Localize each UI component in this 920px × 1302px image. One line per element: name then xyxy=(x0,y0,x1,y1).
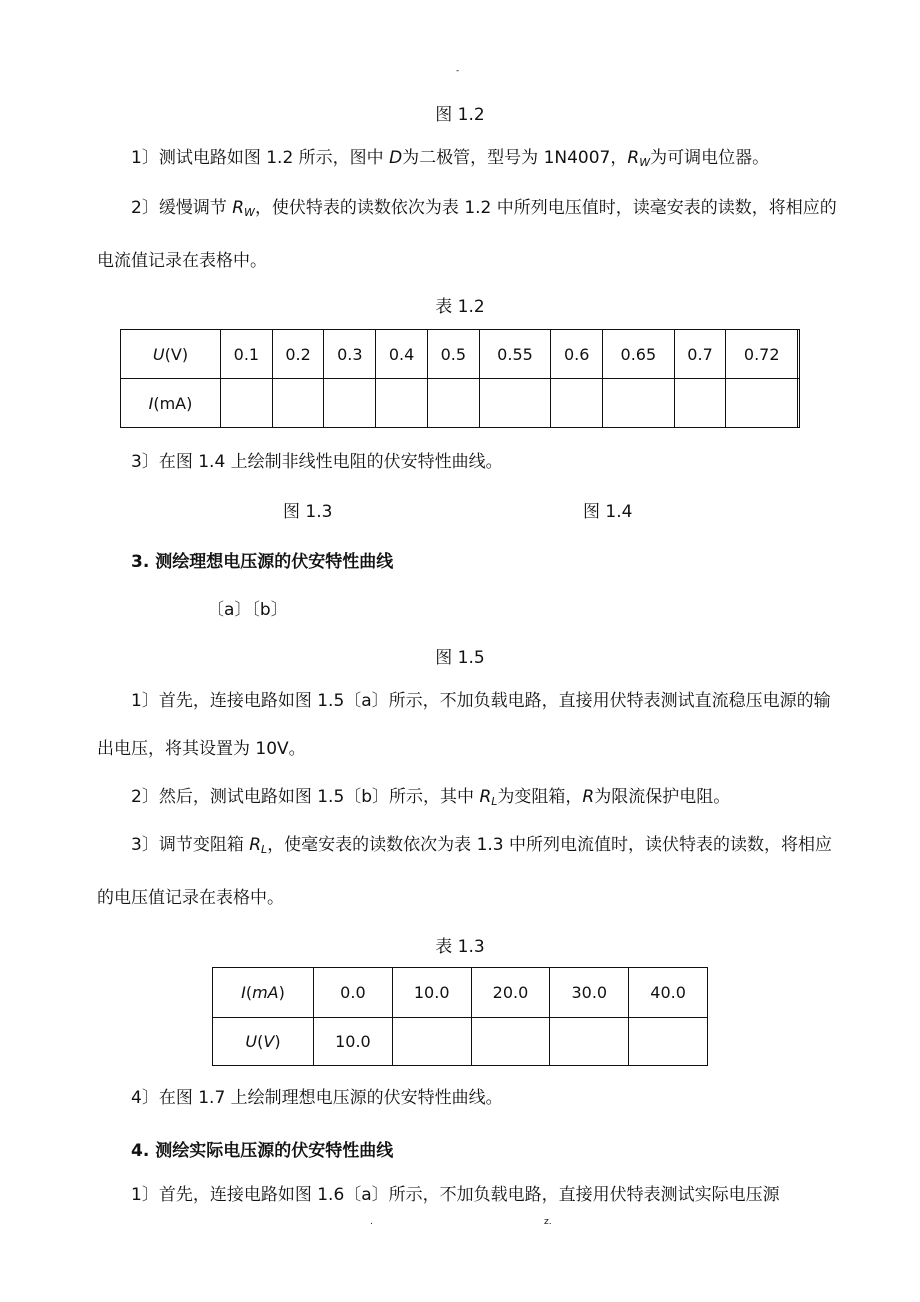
table-cell xyxy=(427,379,479,428)
section-3-title: 3. 测绘理想电压源的伏安特性曲线 xyxy=(131,552,394,572)
paragraph-s3-step-4: 4〕在图 1.7 上绘制理想电压源的伏安特性曲线。 xyxy=(131,1088,503,1108)
table-cell: 40.0 xyxy=(629,968,708,1018)
table-cell-label: I(mA) xyxy=(213,968,314,1018)
table-caption-1-2: 表 1.2 xyxy=(435,297,485,317)
table-cell: 30.0 xyxy=(550,968,629,1018)
footer-left-mark: . xyxy=(370,1217,373,1227)
figure-caption-1-5: 图 1.5 xyxy=(435,648,485,668)
paragraph-s3-step-1: 1〕首先，连接电路如图 1.5〔a〕所示，不加负载电路，直接用伏特表测试直流稳压电源的输出电压，将其设置为 10V。 xyxy=(97,691,831,759)
table-cell: 0.3 xyxy=(324,330,376,379)
table-cell xyxy=(479,379,551,428)
table-cell xyxy=(551,379,603,428)
table-cell: 0.1 xyxy=(221,330,273,379)
table-cell xyxy=(603,379,675,428)
paragraph-step-1-2-2: 2〕缓慢调节 $R_W$，使伏特表的读数依次为表 1.2 中所列电压值时，读毫安表的读数，将相应的电流值记录在表格中。 xyxy=(97,198,837,271)
table-cell xyxy=(798,330,800,379)
table-cell: 0.0 xyxy=(314,968,393,1018)
table-cell: 0.72 xyxy=(726,330,798,379)
table-cell: 0.5 xyxy=(427,330,479,379)
figure-caption-1-2: 图 1.2 xyxy=(435,105,485,125)
table-caption-1-3: 表 1.3 xyxy=(435,937,485,957)
table-cell xyxy=(798,379,800,428)
table-cell xyxy=(392,1018,471,1066)
paragraph-step-1-2-3: 3〕在图 1.4 上绘制非线性电阻的伏安特性曲线。 xyxy=(131,452,503,472)
table-1-2 xyxy=(120,329,800,428)
paragraph-s3-step-2: 2〕然后，测试电路如图 1.5〔b〕所示，其中 $R_L$为变阻箱，R为限流保护电阻。 xyxy=(131,787,731,808)
paragraph-s4-step-1: 1〕首先，连接电路如图 1.6〔a〕所示，不加负载电路，直接用伏特表测试实际电压源 xyxy=(131,1185,780,1205)
table-cell: 0.65 xyxy=(603,330,675,379)
paragraph-step-1-2-1: 1〕测试电路如图 1.2 所示，图中 D为二极管，型号为 1N4007，$R_W$为可调电位器。 xyxy=(131,148,770,169)
table-cell-label: I(mA) xyxy=(121,379,221,428)
table-cell-label: U(V) xyxy=(121,330,221,379)
table-cell xyxy=(726,379,798,428)
table-cell xyxy=(221,379,273,428)
table-cell xyxy=(674,379,726,428)
header-mark: - xyxy=(456,66,460,76)
table-cell xyxy=(272,379,324,428)
figure-caption-1-4: 图 1.4 xyxy=(583,502,633,522)
table-cell: 20.0 xyxy=(471,968,550,1018)
table-cell: 0.2 xyxy=(272,330,324,379)
table-cell: 10.0 xyxy=(392,968,471,1018)
table-cell xyxy=(324,379,376,428)
table-cell xyxy=(629,1018,708,1066)
table-cell: 0.6 xyxy=(551,330,603,379)
table-cell xyxy=(471,1018,550,1066)
table-cell: 10.0 xyxy=(314,1018,393,1066)
section-4-title: 4. 测绘实际电压源的伏安特性曲线 xyxy=(131,1141,394,1161)
figure-caption-1-3: 图 1.3 xyxy=(283,502,333,522)
table-cell: 0.4 xyxy=(376,330,428,379)
table-cell: 0.55 xyxy=(479,330,551,379)
subfigure-labels: 〔a〕〔b〕 xyxy=(207,600,288,620)
footer-right-mark: z. xyxy=(544,1217,552,1227)
paragraph-s3-step-3: 3〕调节变阻箱 $R_L$，使毫安表的读数依次为表 1.3 中所列电流值时，读伏特表的读数，将相应的电压值记录在表格中。 xyxy=(97,835,833,908)
table-cell: 0.7 xyxy=(674,330,726,379)
table-cell xyxy=(376,379,428,428)
table-1-3 xyxy=(212,967,708,1066)
table-cell xyxy=(550,1018,629,1066)
table-cell-label: U(V) xyxy=(213,1018,314,1066)
